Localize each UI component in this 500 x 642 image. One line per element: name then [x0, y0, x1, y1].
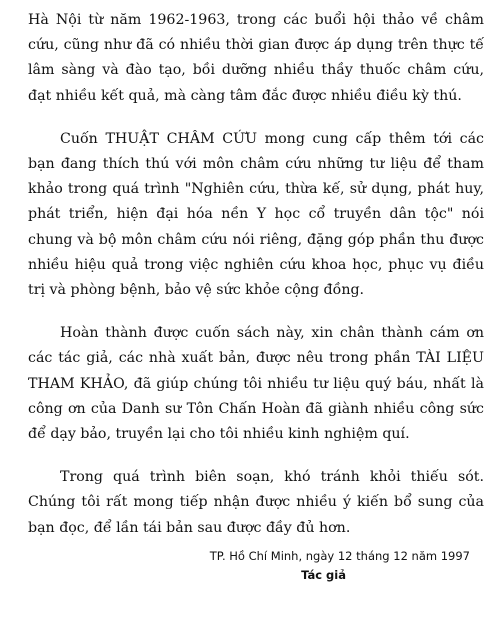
- paragraph-continuation: Hà Nội từ năm 1962-1963, trong các buổi hội thảo về châm cứu, cũng như đã có nhiều thời gian được áp dụng trên thực tế lâm sàng và đào tạo, bồi dưỡng nhiều thầy thuốc châm cứu, đạt nhiều kết quả, mà càng tâm đắc được nhiều điều kỳ thú.: [28, 12, 484, 104]
- paragraph-book-purpose: Cuốn THUẬT CHÂM CỨU mong cung cấp thêm tới các bạn đang thích thú với môn châm cứu những tư liệu để tham khảo trong quá trình "Nghiên cứu, thừa kế, sử dụng, phát huy, phát triển, hiện đại hóa nền Y học cổ truyền dân tộc" nói chung và bộ môn châm cứu nói riêng, đặng góp phần thu được nhiều hiệu quả trong việc nghiên cứu khoa học, phục vụ điều trị và phòng bệnh, bảo vệ sức khỏe cộng đồng.: [28, 130, 484, 299]
- signature-author: Tác giả: [301, 567, 346, 582]
- signature-place-date: TP. Hồ Chí Minh, ngày 12 tháng 12 năm 1997: [209, 548, 470, 563]
- paragraph-feedback-request: Trong quá trình biên soạn, khó tránh khỏi thiếu sót. Chúng tôi rất mong tiếp nhận được nhiều ý kiến bổ sung của bạn đọc, để lần tái bản sau được đầy đủ hơn.: [28, 469, 484, 536]
- paragraph-acknowledgements: Hoàn thành được cuốn sách này, xin chân thành cám ơn các tác giả, các nhà xuất bản, được nêu trong phần TÀI LIỆU THAM KHẢO, đã giúp chúng tôi nhiều tư liệu quý báu, nhất là công ơn của Danh sư Tôn Chấn Hoàn đã giành nhiều công sức để dạy bảo, truyền lại cho tôi nhiều kinh nghiệm quí.: [28, 325, 484, 443]
- signature-block: [28, 547, 484, 585]
- document-page: [28, 8, 484, 585]
